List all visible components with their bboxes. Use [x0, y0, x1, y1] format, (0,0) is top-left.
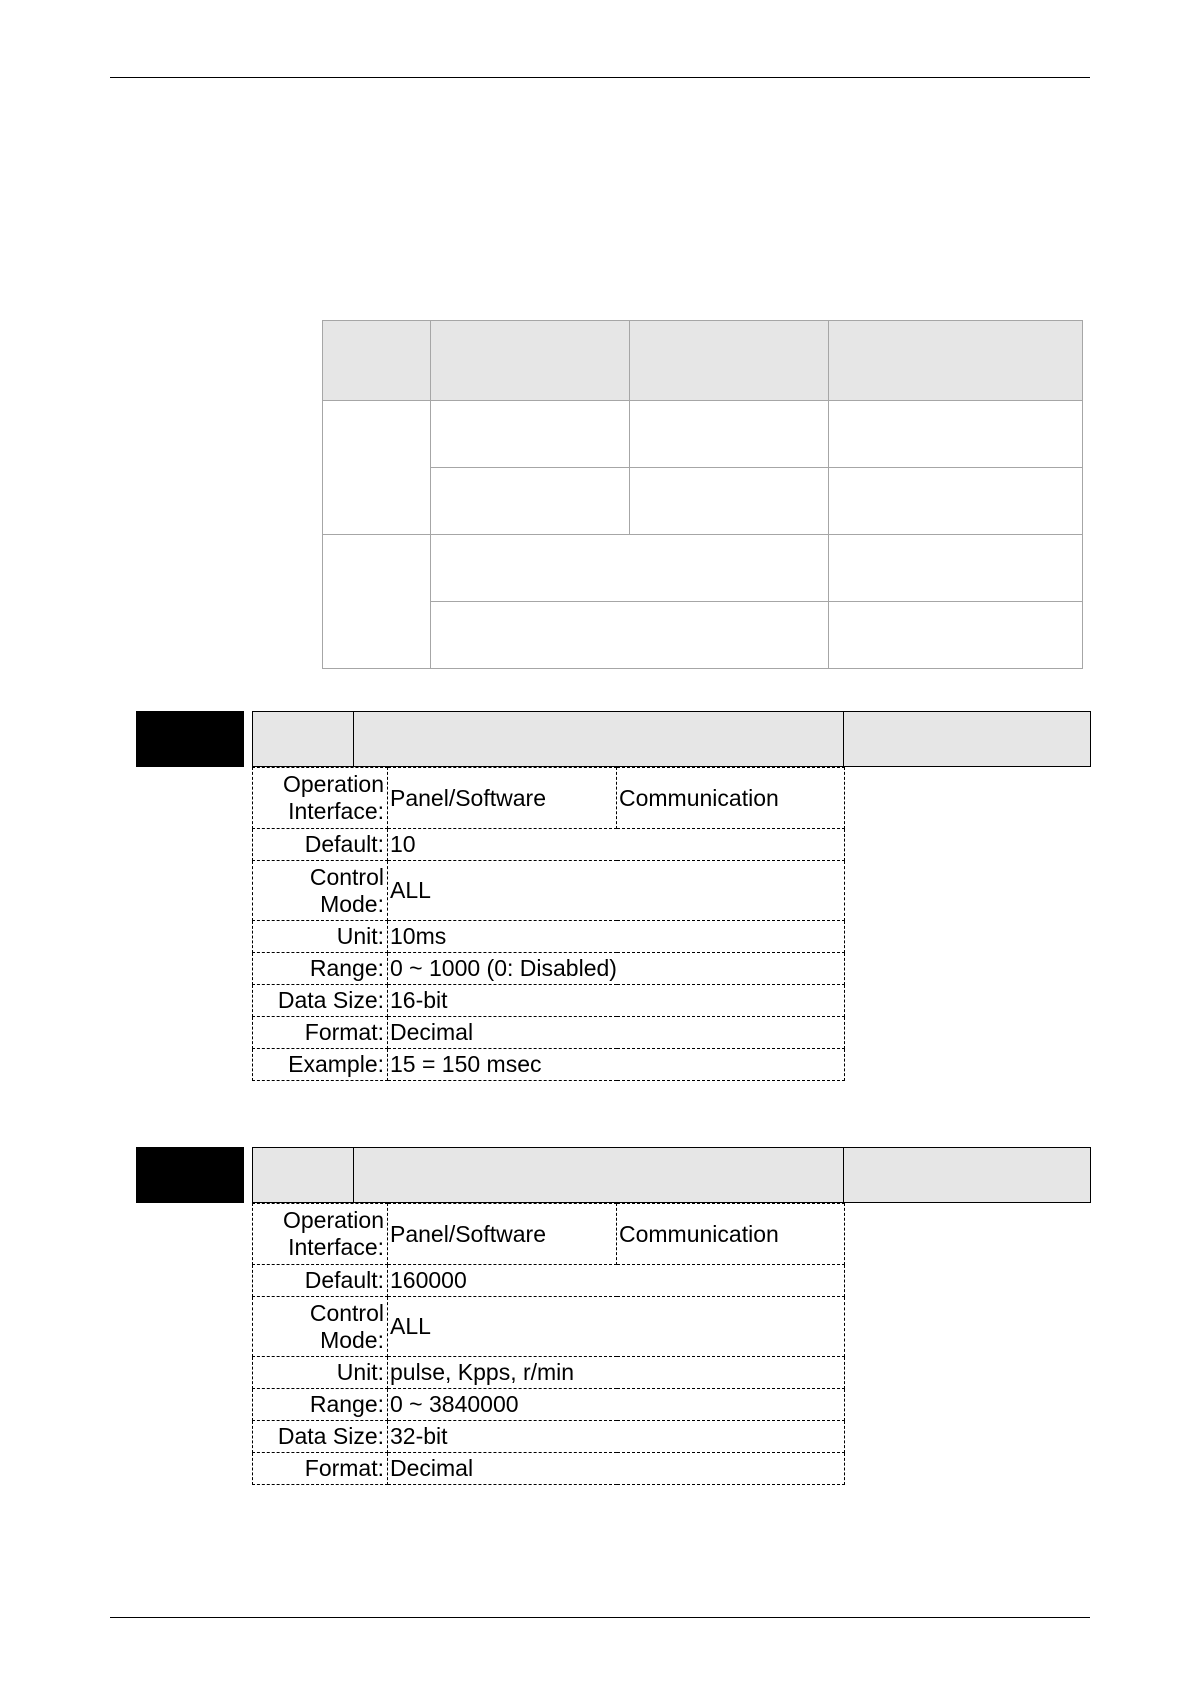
table-cell	[323, 321, 431, 401]
control-mode-label: Control Mode:	[253, 861, 388, 921]
table-cell	[829, 468, 1083, 535]
table-row	[253, 953, 845, 985]
table-row	[323, 468, 1083, 535]
parameter-details-table	[252, 1203, 845, 1485]
table-row	[253, 1049, 845, 1081]
empty-reference-table	[322, 320, 1083, 669]
table-cell	[829, 321, 1083, 401]
table-row	[253, 1421, 845, 1453]
table-cell	[431, 535, 829, 602]
example-label: Example:	[253, 1049, 388, 1081]
range-label: Range:	[253, 1389, 388, 1421]
control-mode-value: ALL	[388, 861, 845, 921]
interface-option-panel: Panel/Software	[388, 1204, 617, 1265]
format-value: Decimal	[388, 1017, 845, 1049]
table-row	[253, 1453, 845, 1485]
table-row	[253, 1357, 845, 1389]
default-label: Default:	[253, 829, 388, 861]
format-value: Decimal	[388, 1453, 845, 1485]
table-cell	[630, 401, 829, 468]
unit-label: Unit:	[253, 921, 388, 953]
table-cell	[431, 602, 829, 669]
table-cell	[323, 535, 431, 669]
format-label: Format:	[253, 1017, 388, 1049]
table-header-row	[323, 321, 1083, 401]
table-row	[253, 829, 845, 861]
operation-interface-label: Operation Interface:	[253, 1204, 388, 1265]
parameter-header-bar	[252, 711, 1091, 767]
unit-value: 10ms	[388, 921, 845, 953]
table-cell	[829, 535, 1083, 602]
table-row	[323, 535, 1083, 602]
table-cell	[630, 321, 829, 401]
table-row	[253, 768, 845, 829]
table-cell	[829, 401, 1083, 468]
table-cell	[829, 602, 1083, 669]
range-value: 0 ~ 1000 (0: Disabled)	[388, 953, 845, 985]
format-label: Format:	[253, 1453, 388, 1485]
table-cell	[431, 401, 630, 468]
operation-interface-label: Operation Interface:	[253, 768, 388, 829]
table-cell	[431, 321, 630, 401]
unit-value: pulse, Kpps, r/min	[388, 1357, 845, 1389]
table-row	[253, 861, 845, 921]
table-cell	[431, 468, 630, 535]
range-label: Range:	[253, 953, 388, 985]
table-row	[253, 1017, 845, 1049]
table-row	[253, 1265, 845, 1297]
parameter-details-table	[252, 767, 845, 1081]
table-row	[323, 602, 1083, 669]
data-size-value: 16-bit	[388, 985, 845, 1017]
table-cell	[323, 401, 431, 535]
table-row	[323, 401, 1083, 468]
range-value: 0 ~ 3840000	[388, 1389, 845, 1421]
default-value: 10	[388, 829, 845, 861]
default-value: 160000	[388, 1265, 845, 1297]
data-size-label: Data Size:	[253, 985, 388, 1017]
table-row	[253, 985, 845, 1017]
table-cell	[630, 468, 829, 535]
table-row	[253, 921, 845, 953]
parameter-code-box	[136, 711, 244, 767]
parameter-header-bar	[252, 1147, 1091, 1203]
interface-option-communication: Communication	[617, 768, 845, 829]
footer-rule	[110, 1617, 1090, 1618]
data-size-value: 32-bit	[388, 1421, 845, 1453]
control-mode-label: Control Mode:	[253, 1297, 388, 1357]
header-rule	[110, 77, 1090, 78]
data-size-label: Data Size:	[253, 1421, 388, 1453]
example-value: 15 = 150 msec	[388, 1049, 845, 1081]
unit-label: Unit:	[253, 1357, 388, 1389]
interface-option-panel: Panel/Software	[388, 768, 617, 829]
table-row	[253, 1389, 845, 1421]
parameter-code-box	[136, 1147, 244, 1203]
interface-option-communication: Communication	[617, 1204, 845, 1265]
table-row	[253, 1297, 845, 1357]
table-row	[253, 1204, 845, 1265]
default-label: Default:	[253, 1265, 388, 1297]
control-mode-value: ALL	[388, 1297, 845, 1357]
